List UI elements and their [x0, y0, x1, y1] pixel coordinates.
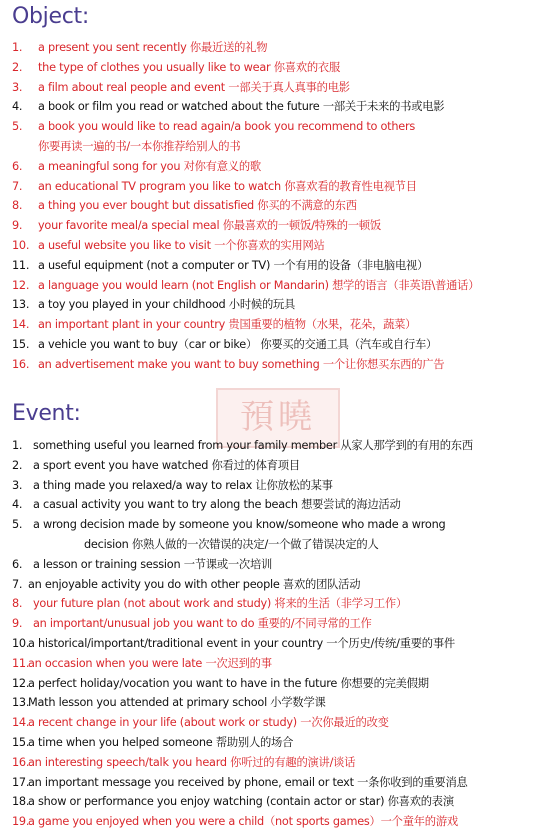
object-topic-number: 11.: [12, 258, 30, 272]
event-topic-item: [0, 436, 550, 456]
event-topic-number: 11.: [12, 656, 30, 670]
object-topic-number: 14.: [12, 318, 30, 332]
object-topic-item: [0, 335, 550, 355]
object-topic-item: [0, 276, 550, 296]
event-topic-number: 13.: [12, 696, 30, 710]
object-topic-item: [0, 295, 550, 315]
event-topic-number: 9.: [12, 617, 23, 631]
object-topic-text: a book you would like to read again/a book you recommend to others: [38, 120, 415, 134]
event-topic-number: 18.: [12, 795, 30, 809]
event-topic-number: 15.: [12, 735, 30, 749]
event-topic-text: a casual activity you want to try along the beach 想要尝试的海边活动: [33, 498, 401, 512]
object-topic-number: 6.: [12, 159, 23, 173]
event-topic-number: 14.: [12, 716, 30, 730]
object-topic-text: an important plant in your country 贵国重要的植物（水果，花朵，蔬菜）: [38, 318, 417, 332]
event-topic-item: [0, 634, 550, 654]
object-topic-number: 4.: [12, 100, 23, 114]
event-topic-number: 7.: [12, 577, 23, 591]
object-topic-text: a thing you ever bought but dissatisfied 你买的不满意的东西: [38, 199, 357, 213]
event-topic-text: Math lesson you attended at primary school 小学数学课: [28, 696, 326, 710]
object-topic-item: [0, 78, 550, 98]
event-topic-item: [0, 812, 550, 832]
event-topic-text: a game you enjoyed when you were a child（not sports games）一个童年的游戏: [28, 815, 458, 829]
event-topic-text: a sport event you have watched 你看过的体育项目: [33, 458, 300, 472]
event-topic-text: something useful you learned from your family member 从家人那学到的有用的东西: [33, 439, 473, 452]
object-topic-item: [0, 38, 550, 58]
object-topic-list: [0, 38, 550, 375]
event-topic-item: [0, 614, 550, 634]
event-topic-text: a lesson or training session 一节课或一次培训: [33, 557, 273, 571]
watermark-stamp: 預曉: [216, 388, 340, 448]
event-topic-list: [0, 436, 550, 832]
object-topic-item: [0, 236, 550, 256]
event-topic-item: [0, 515, 550, 535]
event-topic-number: 6.: [12, 557, 23, 571]
event-topic-item: [0, 495, 550, 515]
event-topic-number: 2.: [12, 458, 23, 472]
event-heading: Event:: [12, 401, 81, 426]
event-topic-text: an important/unusual job you want to do 重要的/不同寻常的工作: [33, 617, 372, 631]
object-topic-text: a useful equipment (not a computer or TV) 一个有用的设备（非电脑电视）: [38, 258, 429, 272]
event-topic-number: 16.: [12, 755, 30, 769]
object-topic-number: 2.: [12, 60, 23, 74]
object-topic-text: the type of clothes you usually like to wear 你喜欢的衣服: [38, 60, 341, 74]
object-topic-item: [0, 196, 550, 216]
event-topic-text: an interesting speech/talk you heard 你听过的有趣的演讲/谈话: [28, 755, 356, 769]
object-topic-number: 10.: [12, 238, 30, 252]
object-topic-item: [0, 137, 550, 157]
event-topic-item: [0, 713, 550, 733]
object-topic-text: a present you sent recently 你最近送的礼物: [38, 41, 268, 54]
object-topic-text: a toy you played in your childhood 小时候的玩具: [38, 298, 296, 312]
event-topic-item: [0, 456, 550, 476]
event-topic-text: a show or performance you enjoy watching (contain actor or star) 你喜欢的表演: [28, 795, 454, 809]
object-topic-text: a book or film you read or watched about the future 一部关于未来的书或电影: [38, 100, 445, 114]
object-topic-number: 3.: [12, 80, 23, 94]
event-topic-text: your future plan (not about work and study) 将来的生活（非学习工作）: [33, 597, 407, 611]
event-topic-text: a recent change in your life (about work or study) 一次你最近的改变: [28, 716, 389, 730]
event-topic-item: [0, 773, 550, 793]
event-topic-item: [0, 753, 550, 773]
event-topic-text: an important message you received by phone, email or text 一条你收到的重要消息: [28, 775, 468, 789]
object-topic-number: 15.: [12, 337, 30, 351]
event-topic-text: a historical/important/traditional event in your country 一个历史/传统/重要的事件: [28, 636, 455, 650]
object-heading: Object:: [12, 4, 89, 29]
object-topic-item: [0, 58, 550, 78]
object-topic-item: [0, 177, 550, 197]
object-topic-number: 9.: [12, 219, 23, 233]
event-topic-text: an enjoyable activity you do with other people 喜欢的团队活动: [28, 577, 361, 591]
object-topic-text: an educational TV program you like to watch 你喜欢看的教育性电视节目: [38, 179, 417, 193]
event-topic-number: 4.: [12, 498, 23, 512]
event-topic-item: [0, 733, 550, 753]
object-topic-number: 1.: [12, 41, 23, 54]
object-topic-item: [0, 117, 550, 137]
object-topic-number: 5.: [12, 120, 23, 134]
object-topic-number: 12.: [12, 278, 30, 292]
event-topic-text: an occasion when you were late 一次迟到的事: [28, 656, 272, 670]
object-topic-item: [0, 157, 550, 177]
object-topic-number: 7.: [12, 179, 23, 193]
object-topic-item: [0, 216, 550, 236]
event-topic-text: a wrong decision made by someone you know/someone who made a wrong: [33, 518, 446, 532]
event-topic-number: 12.: [12, 676, 30, 690]
event-topic-item: [0, 674, 550, 694]
object-topic-text: your favorite meal/a special meal 你最喜欢的一顿饭/特殊的一顿饭: [38, 219, 381, 233]
object-topic-item: [0, 256, 550, 276]
event-topic-item: [0, 693, 550, 713]
object-topic-number: 13.: [12, 298, 30, 312]
event-topic-number: 19.: [12, 815, 30, 829]
event-topic-text: a perfect holiday/vocation you want to have in the future 你想要的完美假期: [28, 676, 429, 690]
object-topic-text: 你要再读一遍的书/一本你推荐给别人的书: [38, 139, 241, 153]
event-topic-item: [0, 575, 550, 595]
object-topic-item: [0, 97, 550, 117]
event-topic-item: [0, 792, 550, 812]
object-topic-number: 16.: [12, 357, 30, 371]
object-topic-text: a language you would learn (not English or Mandarin) 想学的语言（非英语\普通话）: [38, 278, 480, 292]
event-topic-item: [0, 594, 550, 614]
event-topic-number: 1.: [12, 439, 23, 452]
object-topic-item: [0, 355, 550, 375]
object-topic-text: a vehicle you want to buy（car or bike） 你要买的交通工具（汽车或自行车）: [38, 337, 438, 351]
event-topic-item: [0, 555, 550, 575]
object-topic-item: [0, 315, 550, 335]
event-topic-number: 3.: [12, 478, 23, 492]
event-topic-number: 8.: [12, 597, 23, 611]
object-topic-text: an advertisement make you want to buy something 一个让你想买东西的广告: [38, 357, 445, 371]
event-topic-number: 17.: [12, 775, 30, 789]
event-topic-text: a time when you helped someone 帮助别人的场合: [28, 735, 294, 749]
event-topic-item: [0, 654, 550, 674]
event-topic-number: 10.: [12, 636, 30, 650]
object-topic-text: a film about real people and event 一部关于真人真事的电影: [38, 80, 350, 94]
event-topic-item: [0, 535, 550, 555]
object-topic-text: a meaningful song for you 对你有意义的歌: [38, 159, 261, 173]
event-topic-text: decision 你熟人做的一次错误的决定/一个做了错误决定的人: [84, 537, 379, 551]
event-topic-item: [0, 476, 550, 496]
event-topic-text: a thing made you relaxed/a way to relax 让你放松的某事: [33, 478, 333, 492]
object-topic-number: 8.: [12, 199, 23, 213]
object-topic-text: a useful website you like to visit 一个你喜欢的实用网站: [38, 238, 325, 252]
event-topic-number: 5.: [12, 518, 23, 532]
